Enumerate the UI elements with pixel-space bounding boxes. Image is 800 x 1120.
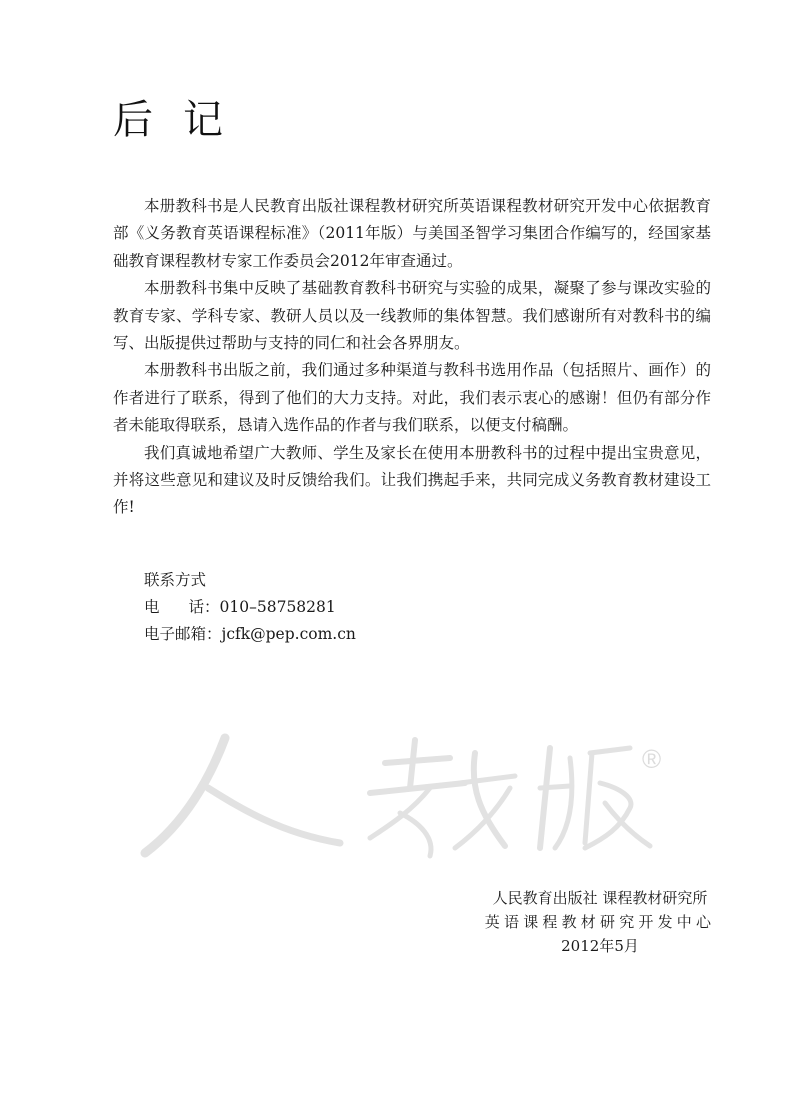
contact-heading: 联系方式	[144, 571, 207, 589]
email-value: jcfk@pep.com.cn	[221, 625, 356, 643]
email-label: 电子邮箱：	[144, 625, 222, 643]
phone-value: 010–58758281	[219, 598, 336, 616]
contact-block	[144, 567, 356, 648]
phone-row	[144, 594, 356, 621]
paragraph-1: 本册教科书是人民教育出版社课程教材研究所英语课程教材研究开发中心依据教育部《义务教育英语课程标准》（2011年版）与美国圣智学习集团合作编写的，经国家基础教育课程教材专家工作委员会2012年审查通过。	[113, 197, 711, 270]
publish-date: 2012年5月	[561, 937, 639, 955]
paragraph-4: 我们真诚地希望广大教师、学生及家长在使用本册教科书的过程中提出宝贵意见，并将这些意见和建议及时反馈给我们。让我们携起手来，共同完成义务教育教材建设工作!	[113, 443, 711, 517]
page-title: 后记	[113, 97, 253, 143]
paragraph-3: 本册教科书出版之前，我们通过多种渠道与教科书选用作品（包括照片、画作）的作者进行了联系，得到了他们的大力支持。对此，我们表示衷心的感谢！但仍有部分作者未能取得联系，恳请入选作品的作者与我们联系，以便支付稿酬。	[113, 361, 711, 435]
paragraph-2: 本册教科书集中反映了基础教育教科书研究与实验的成果，凝聚了参与课改实验的教育专家、学科专家、教研人员以及一线教师的集体智慧。我们感谢所有对教科书的编写、出版提供过帮助与支持的同仁和社会各界朋友。	[113, 279, 711, 353]
registered-mark: ®	[642, 744, 662, 774]
publisher-logo-watermark	[130, 728, 670, 868]
publisher-block	[480, 886, 720, 958]
publisher-line-1: 人民教育出版社 课程教材研究所	[492, 889, 708, 907]
phone-label-1: 电	[144, 598, 160, 616]
email-row	[144, 621, 356, 648]
body-text	[113, 193, 711, 522]
publisher-line-2: 英语课程教材研究开发中心	[484, 913, 716, 931]
phone-label-2: 话：	[188, 598, 220, 616]
